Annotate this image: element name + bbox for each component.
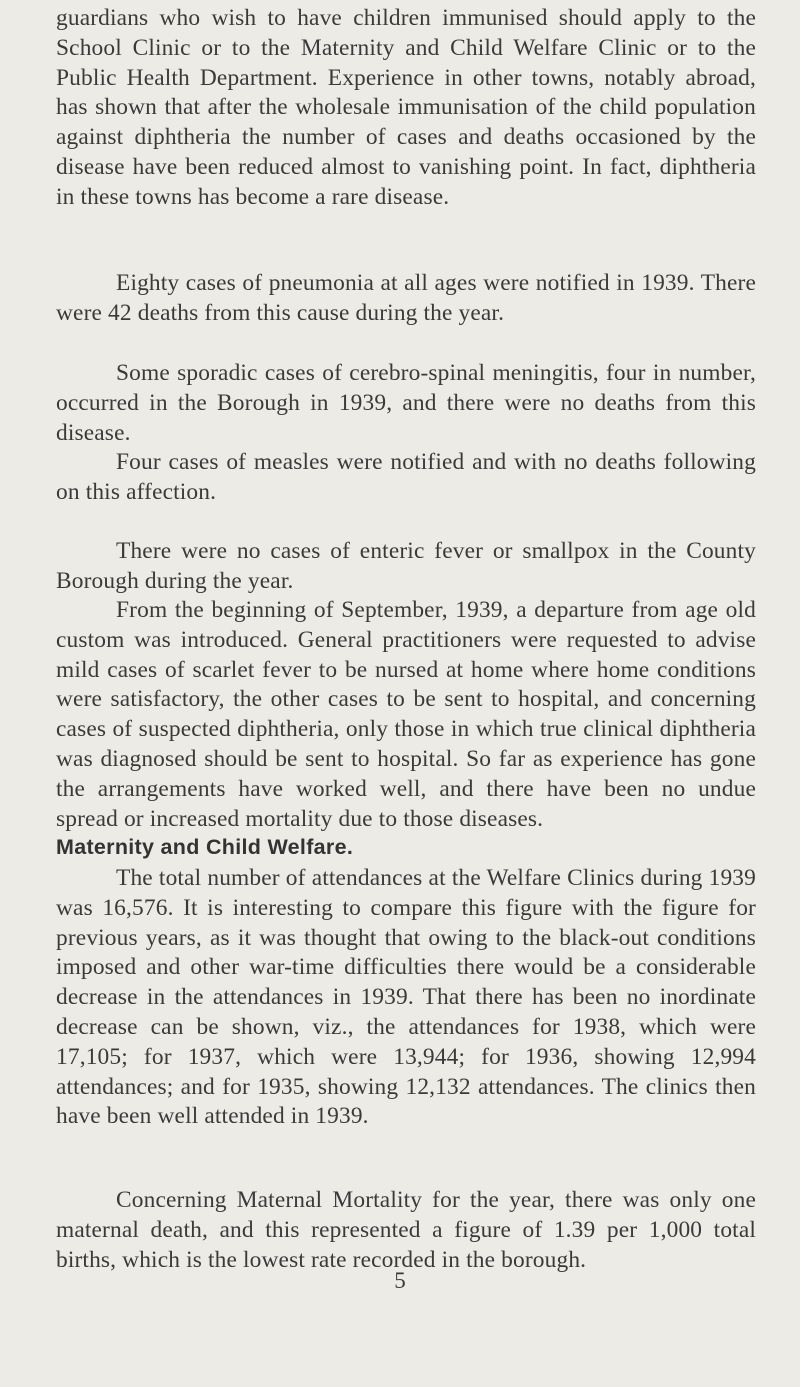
paragraph-scarlet-fever: From the beginning of September, 1939, a departure from age old custom was introduced. General practitioners were requested to advise mild cases of scarlet fever to be nursed at home where home conditions were satisfactory, the other cases to be sent to hospital, and concerning cases of suspected diphtheria, only those in which true clinical diphtheria was diagnosed should be sent to hospital. So far as experience has gone the arrangements have worked well, and there have been no undue spread or increased mortality due to those diseases.	[56, 597, 756, 832]
paragraph-immunisation: guardians who wish to have children immunised should apply to the School Clinic or to the Maternity and Child Welfare Clinic or to the Public Health Department. Experience in other towns, notably abroad, has shown that after the wholesale immunisation of the child population against diphtheria the number of cases and deaths occasioned by the disease have been reduced almost to vanishing point. In fact, diphtheria in these towns has become a rare disease.	[56, 5, 756, 210]
page-number: 5	[394, 1268, 406, 1293]
paragraph-maternal-mortality: Concerning Maternal Mortality for the year, there was only one maternal death, and this represented a figure of 1.39 per 1,000 total births, which is the lowest rate recorded in the borough.	[56, 1187, 756, 1273]
paragraph-pneumonia: Eighty cases of pneumonia at all ages were notified in 1939. There were 42 deaths from this cause during the year.	[56, 270, 756, 326]
paragraph-meningitis: Some sporadic cases of cerebro-spinal meningitis, four in number, occurred in the Borough in 1939, and there were no deaths from this disease.	[56, 360, 756, 446]
paragraph-enteric-fever: There were no cases of enteric fever or smallpox in the County Borough during the year.	[56, 538, 756, 594]
section-heading: Maternity and Child Welfare.	[56, 835, 354, 859]
paragraph-welfare-attendances: The total number of attendances at the Welfare Clinics during 1939 was 16,576. It is interesting to compare this figure with the figure for previous years, as it was thought that owing to the black-out conditions imposed and other war-time difficulties there would be a considerable decrease in the attendances in 1939. That there has been no inordinate decrease can be shown, viz., the attendances for 1938, which were 17,105; for 1937, which were 13,944; for 1936, showing 12,994 attendances; and for 1935, showing 12,132 attendances. The clinics then have been well attended in 1939.	[56, 865, 756, 1130]
paragraph-measles: Four cases of measles were notified and with no deaths following on this affection.	[56, 449, 756, 505]
